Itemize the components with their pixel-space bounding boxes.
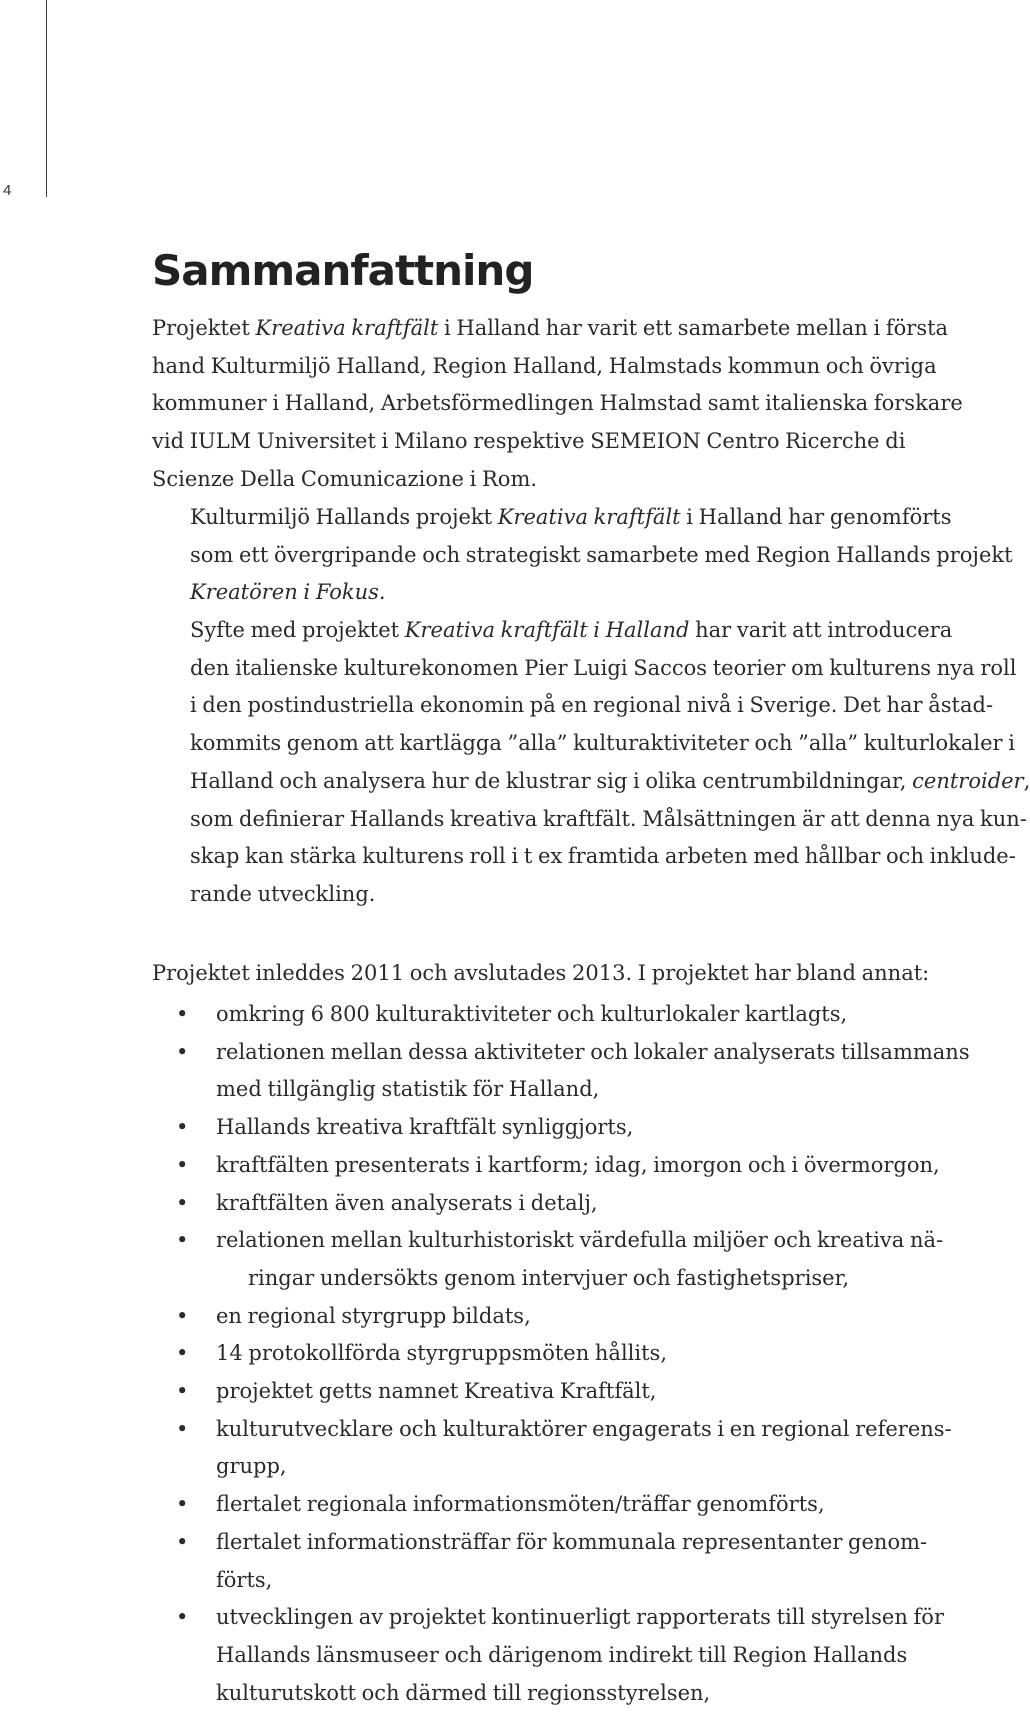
list-item-line: kraftfälten presenterats i kartform; idag, imorgon och i övermorgon, (216, 1152, 940, 1177)
bullet-icon: • (176, 1190, 189, 1215)
bullet-icon: • (176, 1002, 189, 1026)
list-item-line: flertalet informationsträffar för kommunala representanter genom- (216, 1529, 928, 1554)
text-line: skap kan stärka kulturens roll i t ex framtida arbeten med hållbar och inklude- (190, 844, 1016, 869)
page-title: Sammanfattning (152, 246, 534, 295)
list-item (152, 1524, 948, 1599)
list-item-line: projektet getts namnet Kreativa Kraftfält, (216, 1379, 657, 1404)
list-item-line: Hallands kreativa kraftfält synliggjorts, (216, 1115, 634, 1140)
paragraph-purpose (152, 612, 1030, 914)
bullet-icon: • (176, 1492, 189, 1517)
list-item (152, 1298, 948, 1336)
list-item (152, 1599, 948, 1712)
text-line: i den postindustriella ekonomin på en regional nivå i Sverige. Det har åstad- (190, 693, 994, 718)
list-item-line: kraftfälten även analyserats i detalj, (216, 1190, 598, 1215)
italic-text: centroider (912, 768, 1024, 793)
list-item-line: en regional styrgrupp bildats, (216, 1303, 531, 1328)
bullet-icon: • (176, 1039, 189, 1064)
list-item (152, 1109, 948, 1147)
bullet-icon: • (176, 1379, 189, 1404)
list-item-line: Hallands länsmuseer och därigenom indirekt till Region Hallands (216, 1642, 908, 1667)
list-item (152, 1222, 948, 1297)
italic-text: Kreativa kraftfält i Halland (404, 618, 690, 642)
list-item (152, 996, 948, 1034)
text-line: Scienze Della Comunicazione i Rom. (152, 466, 538, 491)
bullet-icon: • (176, 1152, 189, 1177)
list-item (152, 1147, 948, 1185)
text-line: kommits genom att kartlägga ”alla” kulturaktiviteter och ”alla” kulturlokaler i (190, 731, 1015, 756)
text-line: den italienske kulturekonomen Pier Luigi Saccos teorier om kulturens nya roll (190, 655, 1017, 680)
text-line: som ett övergripande och strategiskt samarbete med Region Hallands projekt (190, 542, 1013, 567)
paragraph-summary-lead (152, 955, 948, 993)
paragraph-project (152, 499, 1013, 612)
list-item-line: relationen mellan dessa aktiviteter och lokaler analyserats tillsammans (216, 1039, 970, 1064)
list-item-line: relationen mellan kulturhistoriskt värdefulla miljöer och kreativa nä- (216, 1228, 944, 1253)
text-line: Projektet Kreativa kraftfält i Halland har varit ett samarbete mellan i första (152, 316, 949, 340)
text-line: Halland och analysera hur de klustrar sig i olika centrumbildningar, centroider, (190, 768, 1030, 793)
text-line: som definierar Hallands kreativa kraftfält. Målsättningen är att denna nya kun- (190, 806, 1027, 831)
list-item-line: ringar undersökts genom intervjuer och fastighetspriser, (248, 1265, 850, 1290)
list-item-line: flertalet regionala informationsmöten/träffar genomförts, (216, 1492, 825, 1517)
text-line: Kulturmiljö Hallands projekt Kreativa kraftfält i Halland har genomförts (190, 505, 952, 529)
text-line: kommuner i Halland, Arbetsförmedlingen Halmstad samt italienska forskare (152, 391, 963, 416)
text-line (152, 574, 948, 612)
italic-text: Kreativa kraftfält (497, 505, 681, 529)
list-item (152, 1373, 948, 1411)
list-item (152, 1335, 948, 1373)
italic-text: Kreatören i Fokus. (190, 580, 386, 605)
text-line: hand Kulturmiljö Halland, Region Halland, Halmstads kommun och övriga (152, 353, 937, 378)
list-item (152, 1411, 952, 1486)
italic-text: Kreativa kraftfält (255, 316, 439, 340)
list-item-line: kulturutskott och därmed till regionsstyrelsen, (216, 1680, 711, 1705)
list-item-line: kulturutvecklare och kulturaktörer engagerats i en regional referens- (216, 1416, 952, 1441)
list-item-line: 14 protokollförda styrgruppsmöten hållits, (216, 1341, 667, 1366)
bullet-icon: • (176, 1228, 189, 1253)
bullet-icon: • (176, 1605, 189, 1630)
margin-rule (46, 0, 47, 197)
text-line: vid IULM Universitet i Milano respektive SEMEION Centro Ricerche di (152, 429, 906, 454)
bullet-icon: • (176, 1303, 189, 1328)
bullet-list (152, 996, 970, 1712)
list-item-line: utvecklingen av projektet kontinuerligt rapporterats till styrelsen för (216, 1605, 944, 1630)
list-item (152, 1486, 948, 1524)
list-item-line: omkring 6 800 kulturaktiviteter och kulturlokaler kartlagts, (216, 1002, 848, 1026)
paragraph-intro (152, 310, 963, 499)
bullet-icon: • (176, 1341, 189, 1366)
page-number: 4 (3, 182, 12, 199)
bullet-icon: • (176, 1115, 189, 1140)
list-item (152, 1034, 970, 1109)
list-item-line: med tillgänglig statistik för Halland, (216, 1077, 600, 1102)
list-item-line: förts, (216, 1567, 273, 1592)
list-item (152, 1185, 948, 1223)
list-item-line: grupp, (216, 1454, 287, 1479)
bullet-icon: • (176, 1416, 189, 1441)
bullet-icon: • (176, 1529, 189, 1554)
text-line: Projektet inleddes 2011 och avslutades 2013. I projektet har bland annat: (152, 961, 930, 985)
text-line: Syfte med projektet Kreativa kraftfält i Halland har varit att introducera (190, 618, 953, 642)
text-line: rande utveckling. (190, 881, 376, 906)
